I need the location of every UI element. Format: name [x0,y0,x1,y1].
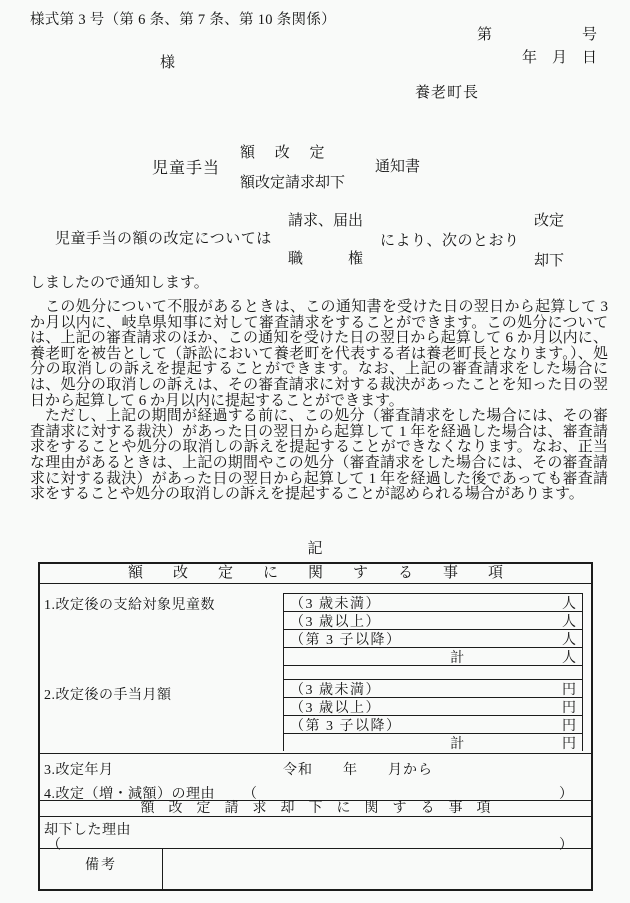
intro-method-authority: 職 権 [288,251,364,267]
title-doc-type: 通知書 [375,159,421,175]
intro-lead: 児童手当の額の改定については [55,231,272,247]
unit-label: 人 [562,632,576,648]
unit-label: 円 [562,700,576,716]
addressee-suffix: 様 [160,55,176,71]
item2-label: 2.改定後の手当月額 [44,688,172,703]
doc-number-block [477,23,597,67]
appeal-paragraph-1: この処分について不服があるときは、この通知書を受けた日の翌日から起算して 3 か月以内に、岐阜県知事に対して審査請求をすることができます。この処分については、上記の審査請求のほか、この通知を受けた日の翌日から起算して 6 か月以内に、養老町を被告として（訴訟において養老町を代表する者は養老町長となります。）、処分の取消しの訴えを提起することができます。なお、上記の審査請求をした場合には、処分の取消しの訴えは、その審査請求に対する裁決があったことを知った日の翌日から起算して 6 か月以内に提起することができます。 [30,299,608,409]
item3-label: 3.改定年月 [44,763,114,778]
issuer-name: 養老町長 [415,85,480,101]
doc-number-prefix: 第 [477,27,493,43]
amount-row-over3: （3 歳以上） 円 [284,698,582,716]
reject-label: 却下した理由 [44,823,131,838]
doc-number-line [477,23,597,44]
unit-label: 人 [562,614,576,630]
unit-label: 円 [562,718,576,734]
doc-number-suffix: 号 [581,27,597,43]
reject-open-paren: （ [47,838,61,853]
intro-result-reject: 却下 [534,253,565,269]
count-row-under3: （3 歳未満） 人 [284,594,582,612]
unit-label: 人 [562,650,576,666]
ki-label: 記 [307,541,323,557]
count-row-total: 計 人 [284,648,582,666]
intro-sentence [0,205,630,267]
item4-open-paren: （ [243,787,257,802]
unit-label: 円 [562,682,576,698]
inner-value-column [283,593,583,751]
table-section1-header: 額 改 定 に 関 す る 事 項 [40,564,591,584]
count-row-third-child: （第 3 子以降） 人 [284,630,582,648]
remarks-row [40,849,591,889]
details-table [38,562,593,891]
intro-method-request: 請求、届出 [288,213,364,229]
intro-continuation: しましたので通知します。 [30,275,209,291]
remarks-label: 備考 [40,849,163,889]
date-line: 年 月 日 [521,50,597,66]
table-section2-header: 額 改 定 請 求 却 下 に 関 す る 事 項 [40,800,591,817]
item3-value: 令和 年 月から [283,763,433,778]
appeal-paragraph-2: ただし、上記の期間が経過する前に、この処分（審査請求をした場合には、その審査請求に対する裁決）があった日の翌日から起算して 1 年を経過した場合は、審査請求をすることや処分の取消しの訴えを提起することができなくなります。なお、正当な理由があるときは、上記の期間やこの処分（審査請求をした場合には、その審査請求に対する裁決）があった日の翌日から起算して 1 年を経過した後であっても審査請求をすることや処分の取消しの訴えを提起することが認められる場合があります。 [30,408,608,503]
form-number: 様式第 3 号（第 6 条、第 7 条、第 10 条関係） [30,12,336,28]
amount-row-total: 計 円 [284,734,582,751]
amount-row-third-child: （第 3 子以降） 円 [284,716,582,734]
revision-reason-row [40,782,591,800]
title-option-amount-change: 額 改 定 [240,145,333,161]
item4-label: 4.改定（増・減額）の理由 [44,787,215,802]
table-body-section [40,584,591,754]
unit-label: 円 [562,736,576,752]
item4-close-paren: ） [559,787,573,802]
item1-label: 1.改定後の支給対象児童数 [44,598,215,613]
amount-row-under3: （3 歳未満） 円 [284,680,582,698]
intro-result-change: 改定 [534,213,565,229]
intro-connector: により、次のとおり [380,233,520,249]
title-subject: 児童手当 [152,160,221,177]
reject-close-paren: ） [559,838,573,853]
appeal-instructions [30,300,608,503]
title-option-request-rejection: 額改定請求却下 [240,175,346,191]
revision-date-row [40,754,591,782]
remarks-value-cell [163,849,591,889]
document-title [0,140,630,195]
rejection-reason-row [40,817,591,853]
count-row-over3: （3 歳以上） 人 [284,612,582,630]
unit-label: 人 [562,596,576,612]
